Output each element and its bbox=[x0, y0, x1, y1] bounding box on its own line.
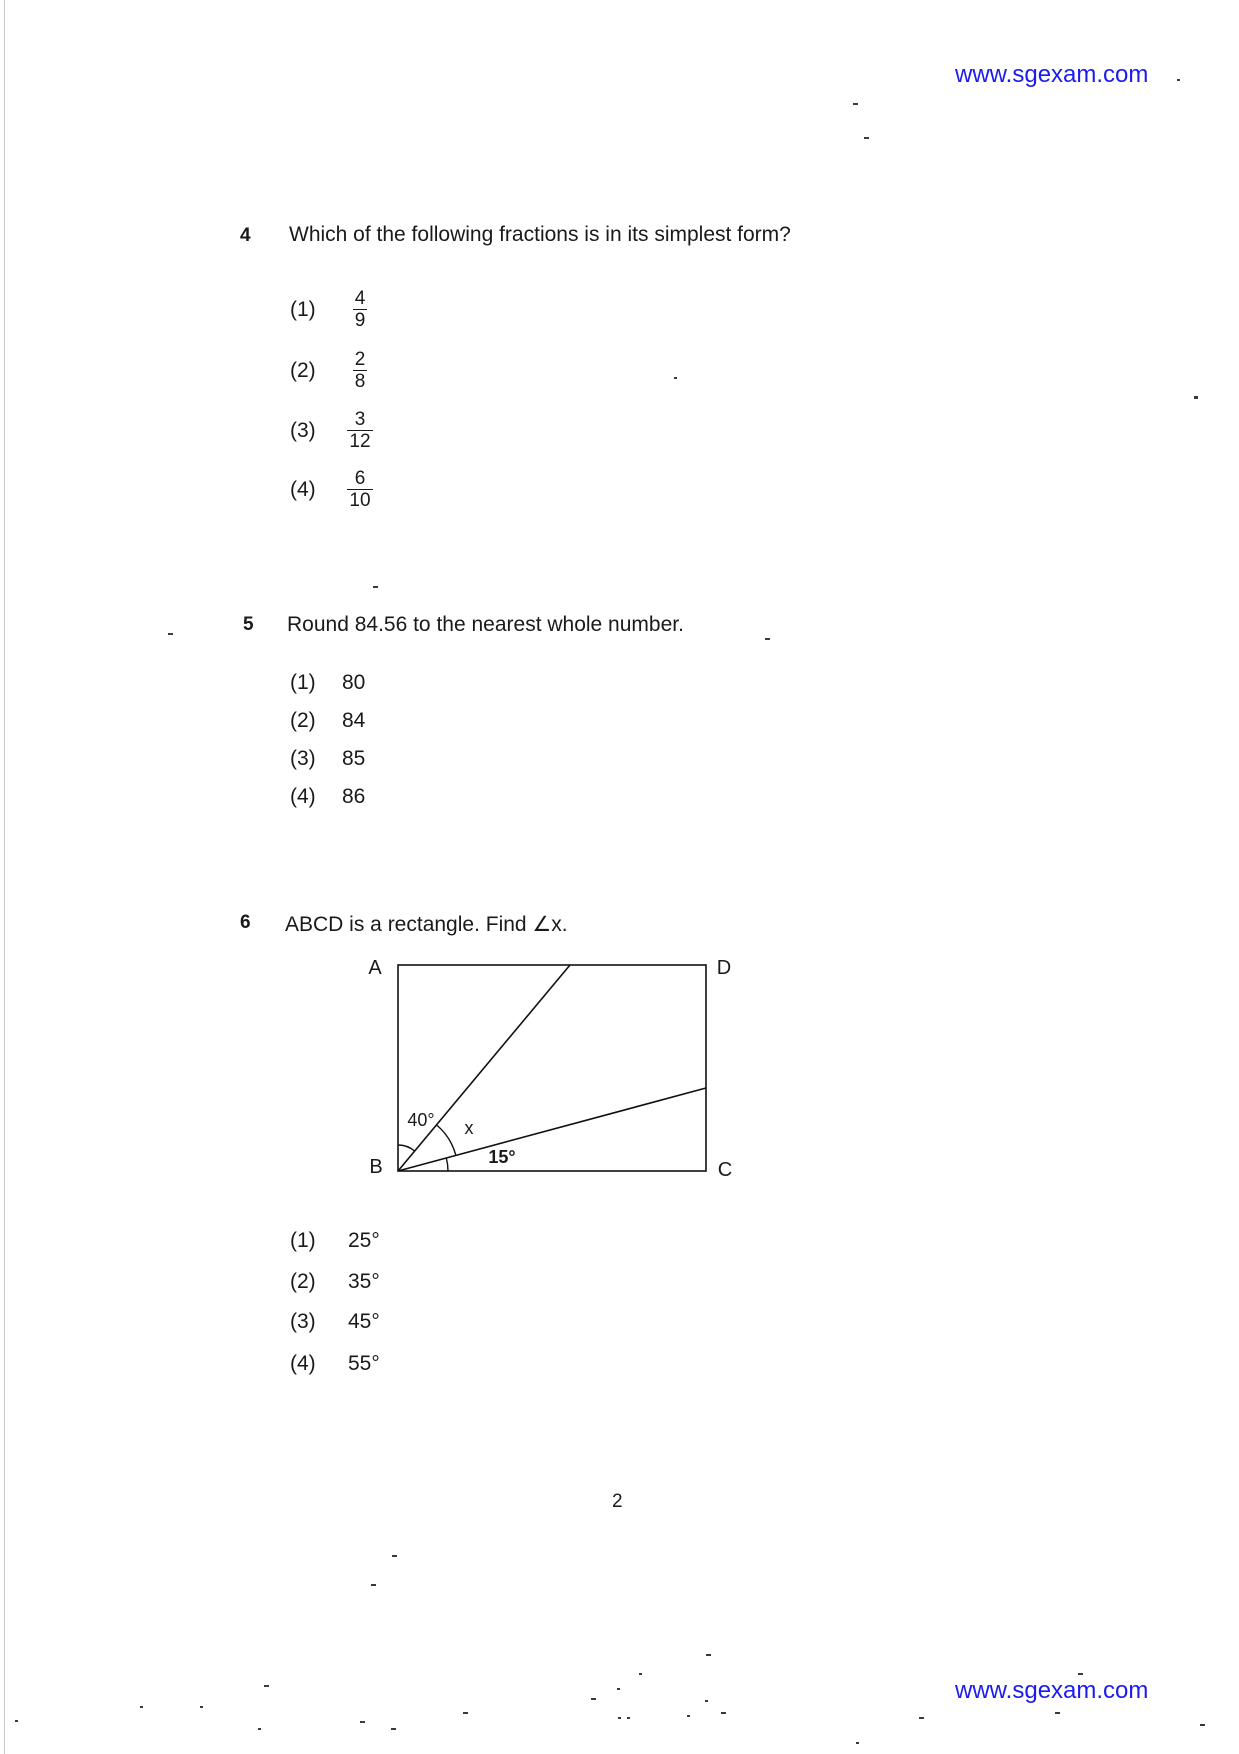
option-label: (1) bbox=[290, 1229, 316, 1252]
question-4-option-1 bbox=[290, 285, 375, 335]
option-value: 35° bbox=[348, 1270, 380, 1293]
scan-speck bbox=[140, 1706, 143, 1708]
question-5-option-3 bbox=[290, 747, 365, 771]
scan-speck bbox=[639, 1673, 642, 1675]
scan-speck bbox=[617, 1688, 620, 1690]
scan-speck bbox=[1194, 396, 1198, 399]
angle-arc-x bbox=[437, 1125, 456, 1156]
option-label: (1) bbox=[290, 671, 316, 694]
vertex-label-d: D bbox=[716, 957, 732, 979]
scan-speck bbox=[705, 1700, 708, 1702]
scan-speck bbox=[618, 1717, 621, 1719]
scan-speck bbox=[687, 1715, 690, 1717]
scan-speck bbox=[853, 103, 858, 105]
vertex-label-b: B bbox=[369, 1156, 383, 1178]
angle-label-40: 40° bbox=[407, 1110, 435, 1130]
scan-speck bbox=[674, 377, 677, 379]
vertex-label-a: A bbox=[368, 957, 382, 979]
scan-speck bbox=[627, 1717, 630, 1719]
question-6-number: 6 bbox=[240, 912, 251, 933]
scan-speck bbox=[360, 1721, 365, 1723]
angle-label-15: 15° bbox=[488, 1147, 516, 1167]
rectangle-abcd-diagram bbox=[340, 940, 760, 1190]
scan-edge-line bbox=[4, 0, 5, 1754]
fraction-denominator: 9 bbox=[354, 310, 366, 331]
option-label: (3) bbox=[290, 747, 316, 770]
footer-website-link[interactable]: www.sgexam.com bbox=[955, 1677, 1149, 1704]
fraction bbox=[345, 469, 375, 511]
header-website-link[interactable]: www.sgexam.com bbox=[955, 61, 1149, 88]
scan-speck bbox=[765, 638, 770, 640]
page-number: 2 bbox=[612, 1491, 623, 1512]
scan-speck bbox=[463, 1712, 468, 1714]
scan-speck bbox=[919, 1717, 924, 1719]
line-from-b-to-ad bbox=[398, 965, 570, 1171]
scan-speck bbox=[721, 1712, 726, 1714]
vertex-label-c: C bbox=[717, 1159, 733, 1181]
fraction-numerator: 4 bbox=[354, 288, 366, 309]
option-value: 80 bbox=[342, 671, 366, 694]
option-value: 45° bbox=[348, 1310, 380, 1333]
angle-arc-15 bbox=[446, 1158, 448, 1171]
option-value: 25° bbox=[348, 1229, 380, 1252]
question-5-option-1 bbox=[290, 671, 365, 695]
fraction-numerator: 3 bbox=[354, 409, 366, 430]
fraction-numerator: 6 bbox=[354, 468, 366, 489]
question-4-text: Which of the following fractions is in its simplest form? bbox=[289, 223, 791, 246]
scan-speck bbox=[864, 137, 869, 139]
fraction-denominator: 8 bbox=[354, 371, 366, 392]
scan-speck bbox=[15, 1720, 18, 1722]
option-label: (2) bbox=[290, 1270, 316, 1293]
question-6-option-3 bbox=[290, 1310, 380, 1334]
question-5-number: 5 bbox=[243, 614, 254, 635]
option-value: 55° bbox=[348, 1352, 380, 1375]
scan-speck bbox=[856, 1742, 859, 1744]
question-6-text: ABCD is a rectangle. Find ∠x. bbox=[285, 913, 568, 936]
fraction bbox=[345, 410, 375, 452]
scan-speck bbox=[1200, 1724, 1205, 1726]
fraction-denominator: 10 bbox=[349, 490, 371, 511]
rectangle-abcd bbox=[398, 965, 706, 1171]
angle-label-x: x bbox=[464, 1118, 474, 1138]
scan-speck bbox=[392, 1555, 397, 1557]
line-from-b-to-cd bbox=[398, 1088, 706, 1171]
question-6-option-1 bbox=[290, 1229, 380, 1253]
fraction bbox=[345, 350, 375, 392]
question-4-number: 4 bbox=[240, 225, 251, 246]
fraction bbox=[345, 289, 375, 331]
angle-arc-40 bbox=[398, 1145, 415, 1151]
scan-speck bbox=[373, 586, 378, 588]
scan-speck bbox=[258, 1728, 261, 1730]
scan-speck bbox=[1177, 79, 1180, 81]
option-label: (3) bbox=[290, 419, 316, 442]
option-value: 84 bbox=[342, 709, 366, 732]
question-5-option-4 bbox=[290, 785, 365, 809]
option-label: (2) bbox=[290, 709, 316, 732]
option-value: 85 bbox=[342, 747, 366, 770]
option-label: (2) bbox=[290, 359, 316, 382]
scan-speck bbox=[371, 1584, 376, 1586]
question-5-option-2 bbox=[290, 709, 365, 733]
question-5-text: Round 84.56 to the nearest whole number. bbox=[287, 613, 684, 636]
option-label: (4) bbox=[290, 785, 316, 808]
fraction-denominator: 12 bbox=[349, 431, 371, 452]
question-4-option-2 bbox=[290, 346, 375, 396]
option-label: (1) bbox=[290, 298, 316, 321]
scan-speck bbox=[1078, 1673, 1083, 1675]
scan-speck bbox=[264, 1685, 269, 1687]
scan-speck bbox=[168, 633, 173, 635]
scan-speck bbox=[391, 1728, 396, 1730]
scan-speck bbox=[1055, 1712, 1060, 1714]
option-label: (4) bbox=[290, 1352, 316, 1375]
scan-speck bbox=[591, 1698, 596, 1700]
option-value: 86 bbox=[342, 785, 366, 808]
option-label: (3) bbox=[290, 1310, 316, 1333]
question-4-option-4 bbox=[290, 465, 375, 515]
scan-speck bbox=[200, 1706, 203, 1708]
question-6-option-2 bbox=[290, 1270, 380, 1294]
question-4-option-3 bbox=[290, 406, 375, 456]
question-6-option-4 bbox=[290, 1352, 380, 1376]
fraction-numerator: 2 bbox=[354, 349, 366, 370]
scan-speck bbox=[706, 1654, 711, 1656]
option-label: (4) bbox=[290, 478, 316, 501]
